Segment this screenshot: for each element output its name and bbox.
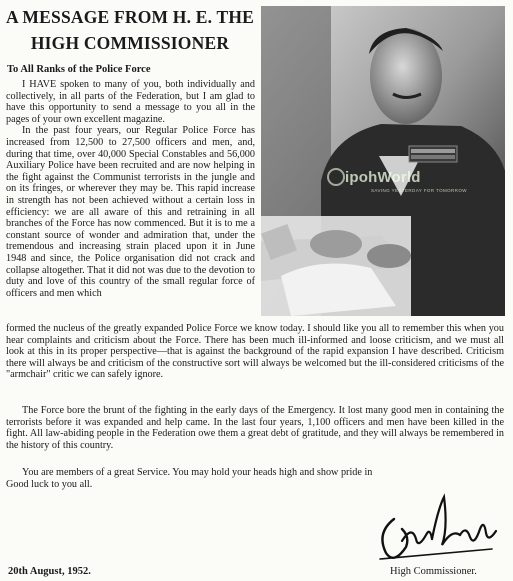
title-line-2: HIGH COMMISSIONER (30, 33, 230, 53)
portrait-image (261, 6, 505, 316)
salutation: To All Ranks of the Police Force (7, 64, 151, 75)
watermark-tagline: SAVING YESTERDAY FOR TOMORROW (371, 188, 467, 193)
signoff: High Commissioner. (390, 566, 477, 577)
date: 20th August, 1952. (8, 566, 91, 577)
portrait-photo (261, 6, 505, 316)
watermark-logo-icon (327, 168, 345, 186)
paragraph-2-part-1: In the past four years, our Regular Police Force has increased from 12,500 to 27,500 officers and men, and, during that time, over 40,000 Special Constables and 56,000 Auxiliary Police have been recruited and are now helping in the fight against the Communist terrorists in the jungle and on its fringes, or wherever they may be. This rapid increase in strength has not been achieved without a certain loss in efficiency: we are all aware of this and retraining in all branches of the Force has now commenced. But it is to me a constant source of wonder and admiration that, under the tremendous and increasing strain placed upon it in June 1948 and since, the Police organisation did not crack and collapse altogether. That it did not was due to the devotion to duty and love of this country of the small regular force of officers and men which (6, 125, 255, 299)
watermark-brand: ipohWorld (345, 169, 421, 186)
paragraph-2-part-2: formed the nucleus of the greatly expanded Police Force we know today. I should like you all to remember this when you hear complaints and criticism about the Force. There has been much ill-informed and loose criticism, and we must all look at this in its proper perspective—that is against the background of the rapid expansion I have described. Criticism there will always be and criticism of the constructive sort will always be welcomed but the ill-considered criticisms of the "armchair" critic we can safely ignore. (6, 323, 504, 381)
paragraph-4: You are members of a great Service. You may hold your heads high and show pride in (22, 467, 373, 478)
paragraph-3 (6, 405, 504, 451)
left-column-text (6, 79, 255, 299)
page-title (4, 4, 256, 56)
paragraph-5: Good luck to you all. (6, 478, 93, 490)
paragraph-1: I HAVE spoken to many of you, both individually and collectively, in all parts of the Federation, but I am glad to have this opportunity to send a message to you all in the pages of your own excellent magazine. (6, 79, 255, 125)
closing-text (6, 467, 504, 490)
paragraph-3-text: The Force bore the brunt of the fighting in the early days of the Emergency. It lost many good men in containing the terrorists before it was expanded and help came. In the last four years, 1,100 officers and men have been killed in the fight. All law-abiding people in the Federation owe them a great debt of gratitude, and they will always be remembered in the history of this country. (6, 405, 504, 451)
signature-icon (372, 489, 502, 571)
title-line-1: A MESSAGE FROM H. E. THE (5, 7, 255, 27)
